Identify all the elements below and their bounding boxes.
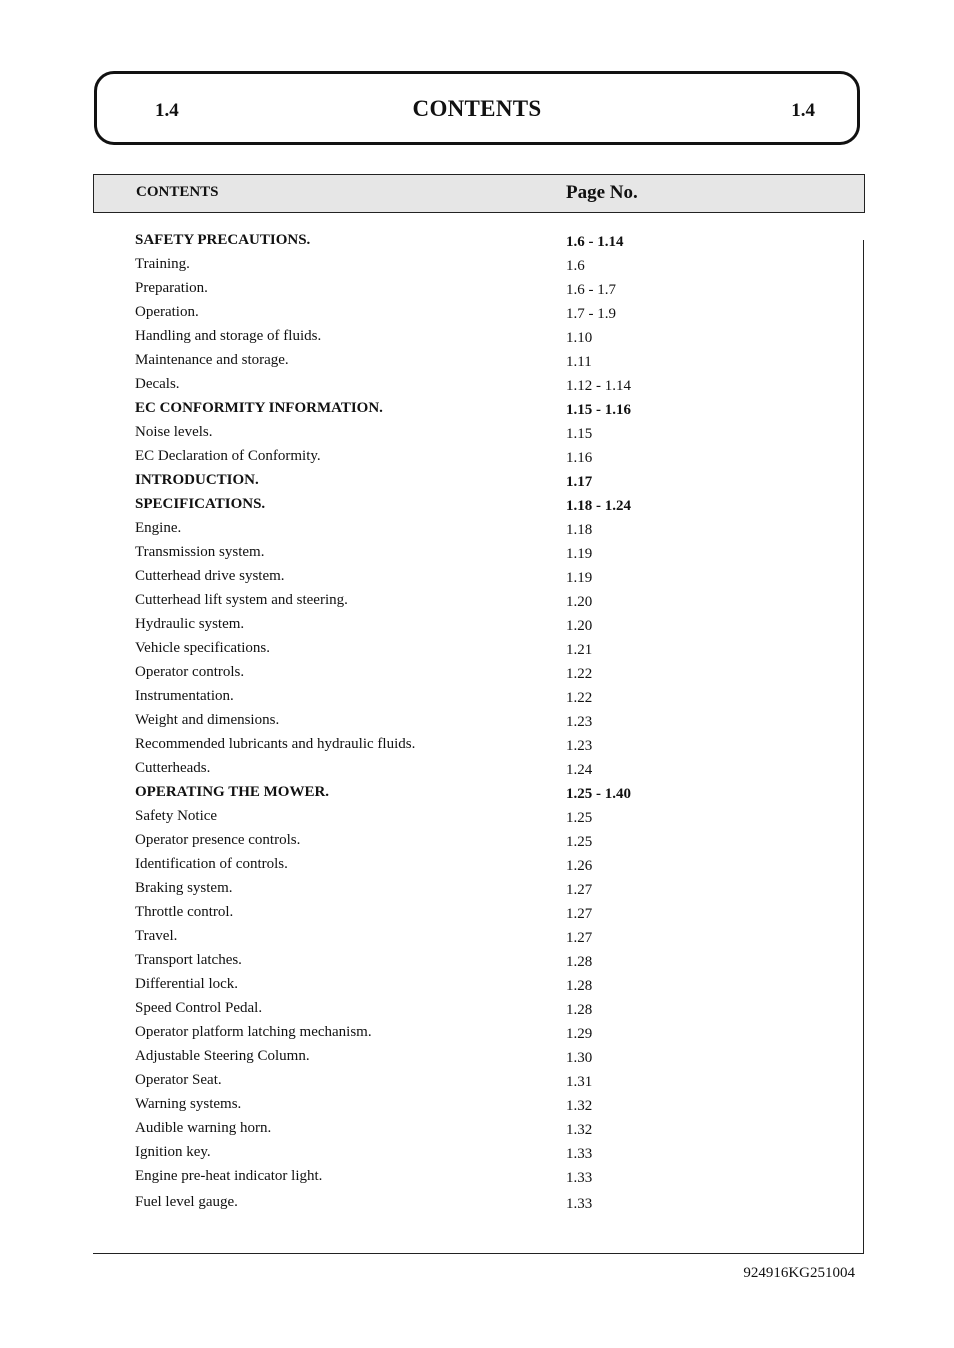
toc-entry-page: 1.17 [566, 474, 593, 490]
toc-row [135, 927, 835, 951]
toc-entry-page: 1.30 [566, 1050, 593, 1066]
toc-entry-page: 1.27 [566, 906, 593, 922]
section-number-left: 1.4 [155, 100, 179, 121]
toc-entry-label: Identification of controls. [135, 856, 288, 872]
toc-entry-label: Cutterhead lift system and steering. [135, 592, 348, 608]
toc-row [135, 1071, 835, 1095]
toc-entry-page: 1.15 - 1.16 [566, 402, 631, 418]
toc-entry-page: 1.33 [566, 1170, 593, 1186]
toc-entry-label: OPERATING THE MOWER. [135, 784, 330, 800]
page-title: CONTENTS [412, 96, 542, 121]
toc-entry-label: Adjustable Steering Column. [135, 1048, 310, 1064]
toc-entry-page: 1.33 [566, 1196, 593, 1212]
toc-entry-label: Weight and dimensions. [135, 712, 280, 728]
toc-entry-page: 1.29 [566, 1026, 593, 1042]
section-number-right: 1.4 [791, 100, 815, 121]
toc-row [135, 759, 835, 783]
toc-row [135, 639, 835, 663]
toc-entry-page: 1.32 [566, 1098, 593, 1114]
toc-entry-page: 1.10 [566, 330, 593, 346]
toc-row [135, 663, 835, 687]
toc-section-row [135, 399, 835, 423]
toc-entry-page: 1.18 - 1.24 [566, 498, 631, 514]
toc-entry-page: 1.20 [566, 594, 593, 610]
toc-entry-label: Noise levels. [135, 424, 213, 440]
toc-section-row [135, 495, 835, 519]
toc-entry-page: 1.21 [566, 642, 593, 658]
toc-row [135, 543, 835, 567]
toc-entry-label: Throttle control. [135, 904, 234, 920]
toc-entry-label: SAFETY PRECAUTIONS. [135, 232, 311, 248]
toc-entry-label: Operator controls. [135, 664, 245, 680]
column-header-bar [93, 174, 865, 213]
toc-entry-page: 1.22 [566, 666, 593, 682]
toc-entry-page: 1.24 [566, 762, 593, 778]
toc-entry-page: 1.22 [566, 690, 593, 706]
toc-row [135, 711, 835, 735]
toc-entry-label: EC CONFORMITY INFORMATION. [135, 400, 383, 416]
toc-row [135, 831, 835, 855]
toc-section-row [135, 783, 835, 807]
toc-entry-page: 1.28 [566, 954, 593, 970]
toc-entry-label: Operator platform latching mechanism. [135, 1024, 372, 1040]
toc-entry-label: Engine pre-heat indicator light. [135, 1168, 323, 1184]
toc-entry-label: Operator Seat. [135, 1072, 222, 1088]
toc-entry-page: 1.23 [566, 714, 593, 730]
toc-entry-label: Decals. [135, 376, 180, 392]
toc-entry-page: 1.23 [566, 738, 593, 754]
toc-entry-label: Preparation. [135, 280, 208, 296]
toc-entry-page: 1.28 [566, 978, 593, 994]
toc-entry-label: INTRODUCTION. [135, 472, 259, 488]
document-code: 924916KG251004 [743, 1265, 855, 1281]
toc-row [135, 279, 835, 303]
toc-entry-label: Travel. [135, 928, 178, 944]
page-number-column-heading: Page No. [566, 182, 638, 203]
toc-row [135, 1193, 835, 1217]
toc-row [135, 447, 835, 471]
toc-entry-label: Braking system. [135, 880, 233, 896]
toc-entry-page: 1.28 [566, 1002, 593, 1018]
toc-row [135, 375, 835, 399]
toc-entry-label: SPECIFICATIONS. [135, 496, 266, 512]
toc-row [135, 879, 835, 903]
toc-row [135, 255, 835, 279]
toc-entry-page: 1.11 [566, 354, 592, 370]
toc-row [135, 903, 835, 927]
toc-entry-label: Cutterheads. [135, 760, 211, 776]
toc-entry-page: 1.25 [566, 834, 593, 850]
toc-entry-page: 1.31 [566, 1074, 593, 1090]
toc-row [135, 351, 835, 375]
toc-row [135, 1095, 835, 1119]
toc-entry-label: Cutterhead drive system. [135, 568, 285, 584]
right-border-rule [863, 240, 864, 1254]
toc-entry-page: 1.7 - 1.9 [566, 306, 616, 322]
bottom-border-rule [93, 1253, 864, 1254]
toc-entry-label: Instrumentation. [135, 688, 234, 704]
toc-entry-page: 1.6 [566, 258, 585, 274]
toc-row [135, 951, 835, 975]
toc-row [135, 1047, 835, 1071]
toc-entry-label: Operator presence controls. [135, 832, 301, 848]
toc-row [135, 615, 835, 639]
toc-row [135, 519, 835, 543]
toc-entry-page: 1.32 [566, 1122, 593, 1138]
toc-entry-label: Transport latches. [135, 952, 242, 968]
toc-entry-page: 1.6 - 1.14 [566, 234, 624, 250]
toc-row [135, 327, 835, 351]
toc-entry-page: 1.33 [566, 1146, 593, 1162]
toc-entry-label: Maintenance and storage. [135, 352, 289, 368]
toc-row [135, 591, 835, 615]
page-header [94, 71, 860, 145]
toc-entry-label: Ignition key. [135, 1144, 211, 1160]
toc-entry-page: 1.12 - 1.14 [566, 378, 631, 394]
toc-entry-page: 1.27 [566, 882, 593, 898]
toc-row [135, 1143, 835, 1167]
table-of-contents [135, 231, 835, 1217]
toc-entry-label: Training. [135, 256, 190, 272]
toc-entry-page: 1.20 [566, 618, 593, 634]
toc-row [135, 1167, 835, 1191]
toc-row [135, 807, 835, 831]
toc-entry-label: Fuel level gauge. [135, 1194, 238, 1210]
toc-entry-page: 1.15 [566, 426, 593, 442]
toc-entry-label: Recommended lubricants and hydraulic fluids. [135, 736, 416, 752]
toc-entry-label: Transmission system. [135, 544, 265, 560]
toc-entry-label: Hydraulic system. [135, 616, 245, 632]
toc-entry-label: Vehicle specifications. [135, 640, 270, 656]
toc-entry-label: Differential lock. [135, 976, 239, 992]
toc-entry-page: 1.25 [566, 810, 593, 826]
toc-row [135, 999, 835, 1023]
toc-entry-label: Audible warning horn. [135, 1120, 272, 1136]
toc-entry-page: 1.16 [566, 450, 593, 466]
toc-entry-label: Engine. [135, 520, 182, 536]
toc-entry-page: 1.19 [566, 570, 593, 586]
toc-entry-label: Safety Notice [135, 808, 218, 824]
toc-entry-page: 1.26 [566, 858, 593, 874]
toc-section-row [135, 471, 835, 495]
toc-row [135, 1023, 835, 1047]
toc-row [135, 303, 835, 327]
toc-row [135, 423, 835, 447]
toc-row [135, 855, 835, 879]
toc-entry-label: EC Declaration of Conformity. [135, 448, 321, 464]
toc-row [135, 567, 835, 591]
toc-row [135, 1119, 835, 1143]
toc-entry-label: Handling and storage of fluids. [135, 328, 322, 344]
toc-entry-label: Warning systems. [135, 1096, 242, 1112]
toc-entry-label: Speed Control Pedal. [135, 1000, 263, 1016]
toc-entry-page: 1.18 [566, 522, 593, 538]
toc-row [135, 687, 835, 711]
toc-entry-page: 1.6 - 1.7 [566, 282, 616, 298]
toc-entry-page: 1.19 [566, 546, 593, 562]
toc-entry-label: Operation. [135, 304, 199, 320]
toc-entry-page: 1.25 - 1.40 [566, 786, 631, 802]
toc-section-row [135, 231, 835, 255]
toc-row [135, 735, 835, 759]
contents-column-heading: CONTENTS [136, 184, 219, 200]
toc-row [135, 975, 835, 999]
toc-entry-page: 1.27 [566, 930, 593, 946]
